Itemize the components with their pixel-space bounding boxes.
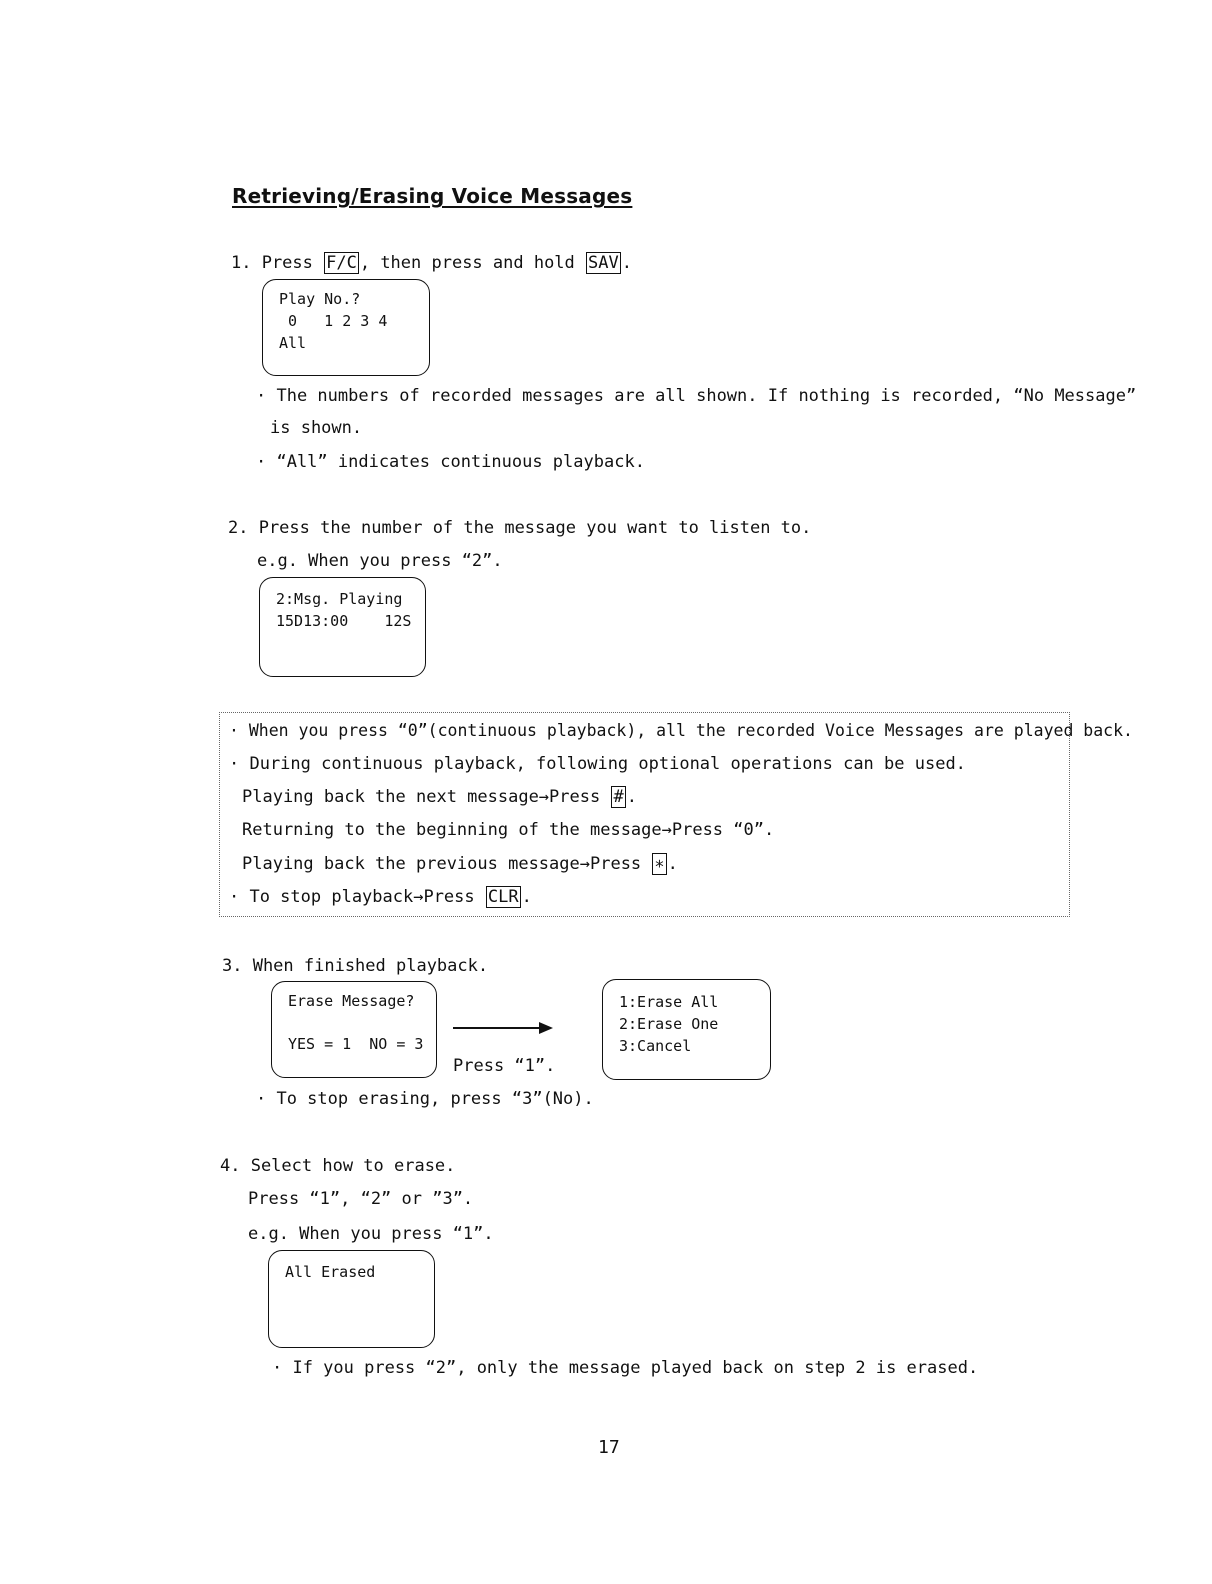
lcd-erase-options — [602, 979, 771, 1080]
star-key: ∗ — [654, 854, 665, 874]
lcd-all-erased — [268, 1250, 435, 1348]
step1-bullet-1: · The numbers of recorded messages are all shown. If nothing is recorded, “No Message” — [256, 386, 1137, 406]
note-previous-message — [242, 853, 678, 875]
step1-bullet-2: · “All” indicates continuous playback. — [256, 452, 645, 472]
step1-middle: , then press and hold — [359, 253, 586, 273]
step4-instruction: 4. Select how to erase. — [220, 1156, 456, 1176]
note-continuous: · When you press “0”(continuous playback), all the recorded Voice Messages are played back. — [229, 721, 1133, 740]
sav-key: SAV — [588, 253, 619, 273]
lcd-line: 2:Erase One — [619, 1015, 719, 1033]
lcd-line: 15D13:00 12S — [276, 612, 412, 630]
fc-key: F/C — [326, 253, 357, 273]
lcd-line: 0 1 2 3 4 — [279, 312, 388, 330]
hash-key: # — [613, 787, 624, 807]
step1-instruction — [231, 252, 632, 274]
note-previous-text: Playing back the previous message→Press — [242, 854, 652, 874]
lcd-line: 2:Msg. Playing — [276, 590, 403, 608]
lcd-erase-message — [271, 981, 437, 1078]
lcd-line: All — [279, 334, 307, 352]
note-next-period: . — [626, 787, 637, 807]
right-arrow-icon — [453, 1020, 553, 1036]
step2-instruction: 2. Press the number of the message you want to listen to. — [228, 518, 812, 538]
lcd-line: 1:Erase All — [619, 993, 719, 1011]
note-stop-period: . — [521, 887, 532, 907]
note-next-message — [242, 786, 637, 808]
page-title: Retrieving/Erasing Voice Messages — [232, 184, 633, 208]
clr-key: CLR — [487, 887, 519, 907]
step1-bullet-1-cont: is shown. — [270, 418, 363, 438]
press-one-label: Press “1”. — [453, 1056, 556, 1076]
note-optional: · During continuous playback, following optional operations can be used. — [229, 754, 966, 774]
lcd-line: Play No.? — [279, 290, 361, 308]
lcd-line: Erase Message? — [288, 992, 415, 1010]
note-next-text: Playing back the next message→Press — [242, 787, 611, 807]
step1-suffix: . — [621, 253, 632, 273]
step1-prefix: 1. Press — [231, 253, 324, 273]
lcd-line: All Erased — [285, 1263, 376, 1281]
note-previous-period: . — [667, 854, 678, 874]
note-stop-text: · To stop playback→Press — [229, 887, 485, 907]
step3-bullet: · To stop erasing, press “3”(No). — [256, 1089, 594, 1109]
note-beginning: Returning to the beginning of the message→Press “0”. — [242, 820, 775, 840]
step4-bullet: · If you press “2”, only the message played back on step 2 is erased. — [272, 1358, 979, 1378]
lcd-line: 3:Cancel — [619, 1037, 692, 1055]
lcd-line: YES = 1 NO = 3 — [288, 1035, 424, 1053]
page-number: 17 — [598, 1437, 620, 1458]
step4-example: e.g. When you press “1”. — [248, 1224, 494, 1244]
step4-press: Press “1”, “2” or ”3”. — [248, 1189, 474, 1209]
step2-example: e.g. When you press “2”. — [257, 551, 503, 571]
note-stop-playback — [229, 886, 532, 908]
lcd-play-no — [262, 279, 430, 376]
lcd-msg-playing — [259, 577, 426, 677]
step3-instruction: 3. When finished playback. — [222, 956, 489, 976]
